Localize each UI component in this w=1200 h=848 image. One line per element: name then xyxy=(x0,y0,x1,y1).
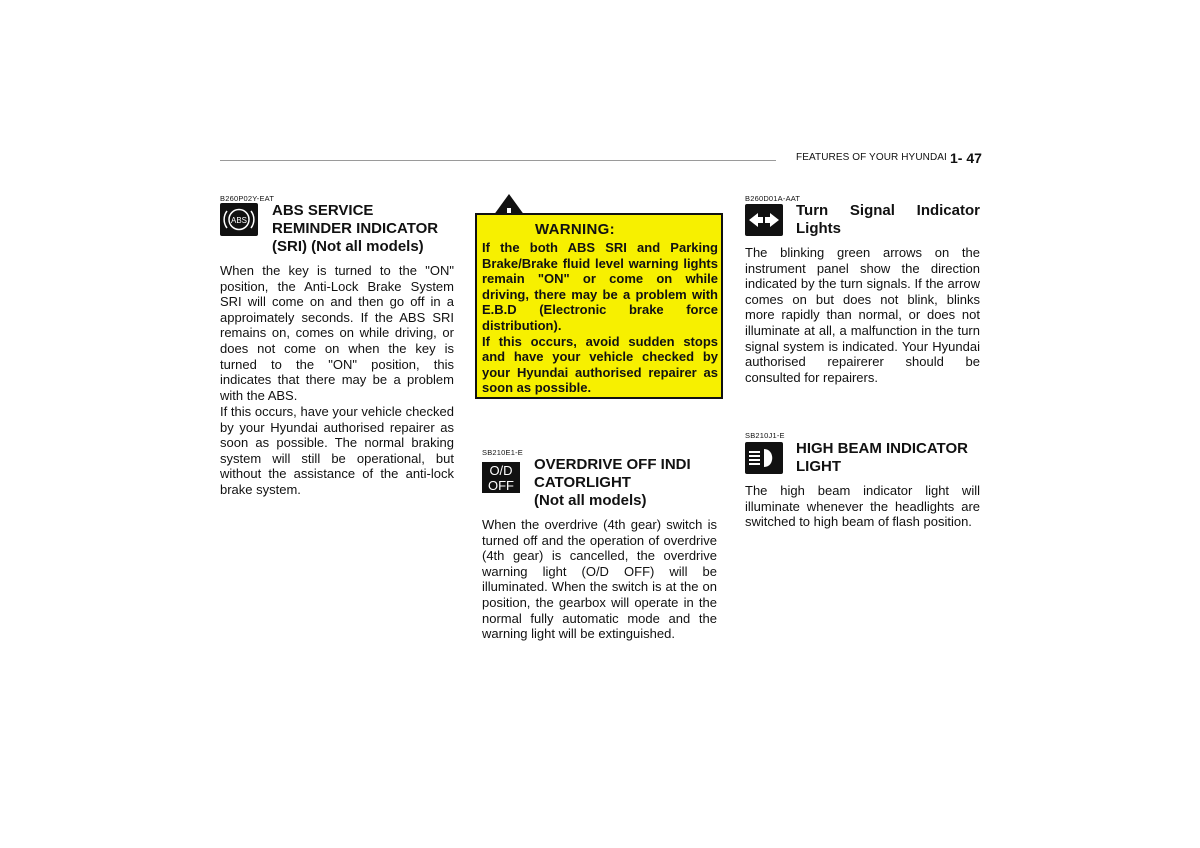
abs-icon-label: ABS xyxy=(230,216,248,225)
running-header: FEATURES OF YOUR HYUNDAI xyxy=(796,152,947,163)
page-number: 1- 47 xyxy=(950,150,982,166)
turn-signal-heading-line: Lights xyxy=(796,220,841,237)
turn-signal-arrows-icon xyxy=(745,204,783,236)
warning-title: WARNING: xyxy=(535,221,615,238)
overdrive-code: SB210E1-E xyxy=(482,448,523,457)
od-icon-line: OFF xyxy=(488,478,514,493)
abs-heading-line: REMINDER INDICATOR xyxy=(272,220,439,237)
overdrive-heading-line: (Not all models) xyxy=(534,492,647,509)
header-rule xyxy=(220,160,776,161)
od-off-icon xyxy=(482,462,520,493)
turn-signal-heading-line: Turn Signal Indicator xyxy=(796,202,980,219)
overdrive-heading xyxy=(534,456,691,510)
high-beam-heading-line: LIGHT xyxy=(796,458,841,475)
warning-paragraph: If this occurs, avoid sudden stops and have your vehicle checked by your Hyundai authorised repairer as soon as possible. xyxy=(482,333,718,396)
warning-box xyxy=(475,213,723,399)
turn-signal-code: B260D01A-AAT xyxy=(745,194,801,203)
abs-body-2: If this occurs, have your vehicle checked by your Hyundai authorised repairer as soon as possible. The normal braking system will still be operational, but without the assistance of the anti-lock brake system. xyxy=(220,404,454,497)
high-beam-body: The high beam indicator light will illuminate whenever the headlights are switched to high beam of flash position. xyxy=(745,483,980,530)
high-beam-heading-line: HIGH BEAM INDICATOR xyxy=(796,440,968,457)
overdrive-heading-line: OVERDRIVE OFF INDI xyxy=(534,456,691,473)
overdrive-heading-line: CATORLIGHT xyxy=(534,474,631,491)
warning-paragraph: If the both ABS SRI and Parking Brake/Brake fluid level warning lights remain "ON" or come on while driving, there may be a problem with E.B.D (Electronic brake force distribution). xyxy=(482,240,718,333)
turn-signal-heading xyxy=(796,202,980,238)
overdrive-body: When the overdrive (4th gear) switch is turned off and the operation of overdrive (4th gear) is cancelled, the overdrive warning light (O/D OFF) will be illuminated. When the switch is at the on position, the gearbox will operate in the normal fully automatic mode and the warning light will be extinguished. xyxy=(482,517,717,642)
abs-heading-line: ABS SERVICE xyxy=(272,202,374,219)
abs-warning-icon xyxy=(220,203,258,236)
warning-text xyxy=(482,240,718,396)
high-beam-icon xyxy=(745,442,783,474)
abs-body: When the key is turned to the "ON" position, the Anti-Lock Brake System SRI will come on and then go off in a approimately seconds. If the ABS SRI remains on, comes on while driving, or does not come on when the key is turned to the "ON" position, this indicates that there may be a problem with the ABS. xyxy=(220,263,454,403)
high-beam-heading xyxy=(796,440,968,476)
turn-signal-body: The blinking green arrows on the instrument panel show the direction indicated by the turn signals. If the arrow comes on but does not blink, blinks more rapidly than normal, or does not illuminate at all, a malfunction in the turn signal system is indicated. Your Hyundai authorised repairerer should be consulted for repairers. xyxy=(745,245,980,385)
abs-code: B260P02Y-EAT xyxy=(220,194,275,203)
abs-heading-line: (SRI) (Not all models) xyxy=(272,238,424,255)
high-beam-code: SB210J1-E xyxy=(745,431,785,440)
od-icon-line: O/D xyxy=(489,463,513,478)
abs-heading xyxy=(272,202,438,256)
